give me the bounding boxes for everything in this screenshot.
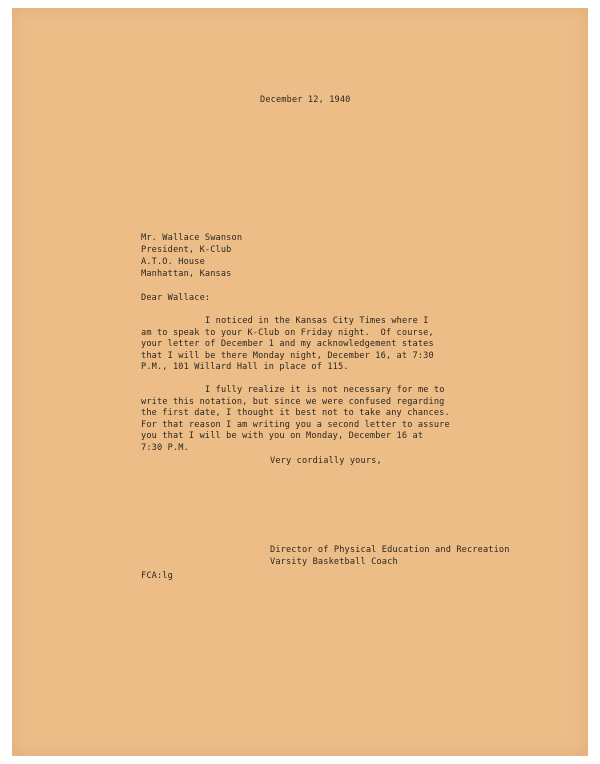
paragraph1-line-1: I noticed in the Kansas City Times where I [205,316,429,326]
signature-title-2: Varsity Basketball Coach [270,557,398,567]
recipient-line-3: A.T.O. House [141,257,205,267]
closing: Very cordially yours, [270,456,382,466]
paragraph1-line-3: your letter of December 1 and my acknowledgement states [141,339,434,349]
paragraph2-line-3: the first date, I thought it best not to take any chances. [141,408,450,418]
paragraph2-line-5: you that I will be with you on Monday, December 16 at [141,431,424,441]
recipient-line-2: President, K-Club [141,245,232,255]
paragraph2-line-1: I fully realize it is not necessary for me to [205,385,445,395]
letter-page [12,8,588,756]
paragraph1-line-4: that I will be there Monday night, December 16, at 7:30 [141,351,434,361]
recipient-line-4: Manhattan, Kansas [141,269,232,279]
salutation: Dear Wallace: [141,293,211,303]
paragraph2-line-2: write this notation, but since we were confused regarding [141,397,445,407]
paragraph2-line-6: 7:30 P.M. [141,443,189,453]
recipient-line-1: Mr. Wallace Swanson [141,233,243,243]
typist-initials: FCA:lg [141,571,173,581]
signature-title-1: Director of Physical Education and Recreation [270,545,510,555]
paragraph1-line-5: P.M., 101 Willard Hall in place of 115. [141,362,349,372]
paragraph1-line-2: am to speak to your K-Club on Friday night. Of course, [141,328,434,338]
letter-date: December 12, 1940 [260,95,351,105]
paragraph2-line-4: For that reason I am writing you a second letter to assure [141,420,450,430]
